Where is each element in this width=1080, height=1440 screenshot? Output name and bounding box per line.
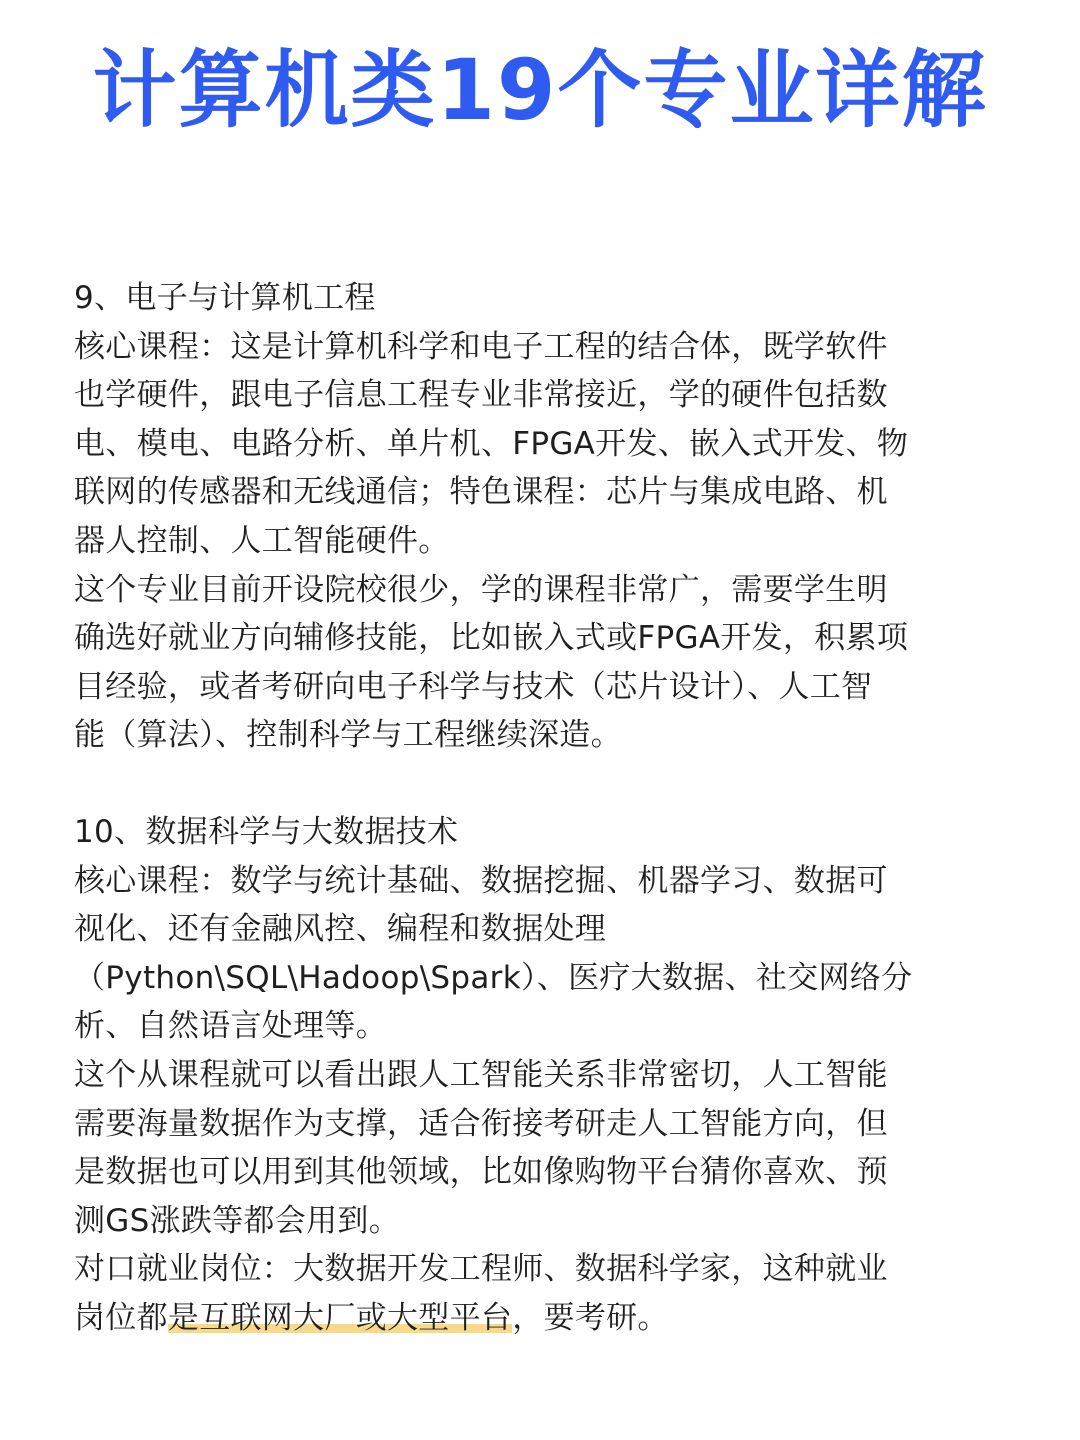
paragraph-line: 析、自然语言处理等。 bbox=[74, 1008, 387, 1045]
paragraph-line-last bbox=[74, 1294, 1006, 1343]
paragraph-line: 目经验，或者考研向电子科学与技术（芯片设计）、人工智 bbox=[74, 668, 873, 705]
section-data-science-big-data bbox=[74, 808, 1006, 1343]
paragraph-line: 能（算法）、控制科学与工程继续深造。 bbox=[74, 717, 622, 754]
paragraph-line: 联网的传感器和无线通信；特色课程：芯片与集成电路、机 bbox=[74, 474, 888, 511]
paragraph-line: 这个从课程就可以看出跟人工智能关系非常密切，人工智能 bbox=[74, 1056, 888, 1093]
section-electronic-computer-engineering bbox=[74, 274, 1006, 760]
paragraph-line: 电、模电、电路分析、单片机、FPGA开发、嵌入式开发、物 bbox=[74, 425, 909, 462]
text-after-highlight: ，要考研。 bbox=[512, 1299, 669, 1336]
section-heading: 10、数据科学与大数据技术 bbox=[74, 813, 459, 850]
paragraph-line: 对口就业岗位：大数据开发工程师、数据科学家，这种就业 bbox=[74, 1251, 888, 1288]
highlighted-text: 是互联网大厂或大型平台 bbox=[167, 1299, 513, 1336]
paragraph-line: 是数据也可以用到其他领域，比如像购物平台猜你喜欢、预 bbox=[74, 1154, 888, 1191]
paragraph-line: （Python\SQL\Hadoop\Spark）、医疗大数据、社交网络分 bbox=[74, 959, 913, 996]
paragraph-line: 器人控制、人工智能硬件。 bbox=[74, 522, 450, 559]
paragraph-line: 这个专业目前开设院校很少，学的课程非常广，需要学生明 bbox=[74, 571, 888, 608]
paragraph-line: 核心课程：数学与统计基础、数据挖掘、机器学习、数据可 bbox=[74, 862, 888, 899]
paragraph-line: 也学硬件，跟电子信息工程专业非常接近，学的硬件包括数 bbox=[74, 377, 888, 414]
article-body bbox=[74, 274, 1006, 1342]
page-title: 计算机类19个专业详解 bbox=[92, 41, 988, 139]
text-before-highlight: 岗位都 bbox=[74, 1299, 168, 1336]
paragraph-line: 视化、还有金融风控、编程和数据处理 bbox=[74, 911, 607, 948]
paragraph-line: 测GS涨跌等都会用到。 bbox=[74, 1202, 400, 1239]
paragraph-line: 确选好就业方向辅修技能，比如嵌入式或FPGA开发，积累项 bbox=[74, 620, 909, 657]
paragraph-line: 需要海量数据作为支撑，适合衔接考研走人工智能方向，但 bbox=[74, 1105, 888, 1142]
section-heading: 9、电子与计算机工程 bbox=[74, 280, 376, 316]
paragraph-line: 核心课程：这是计算机科学和电子工程的结合体，既学软件 bbox=[74, 328, 888, 365]
